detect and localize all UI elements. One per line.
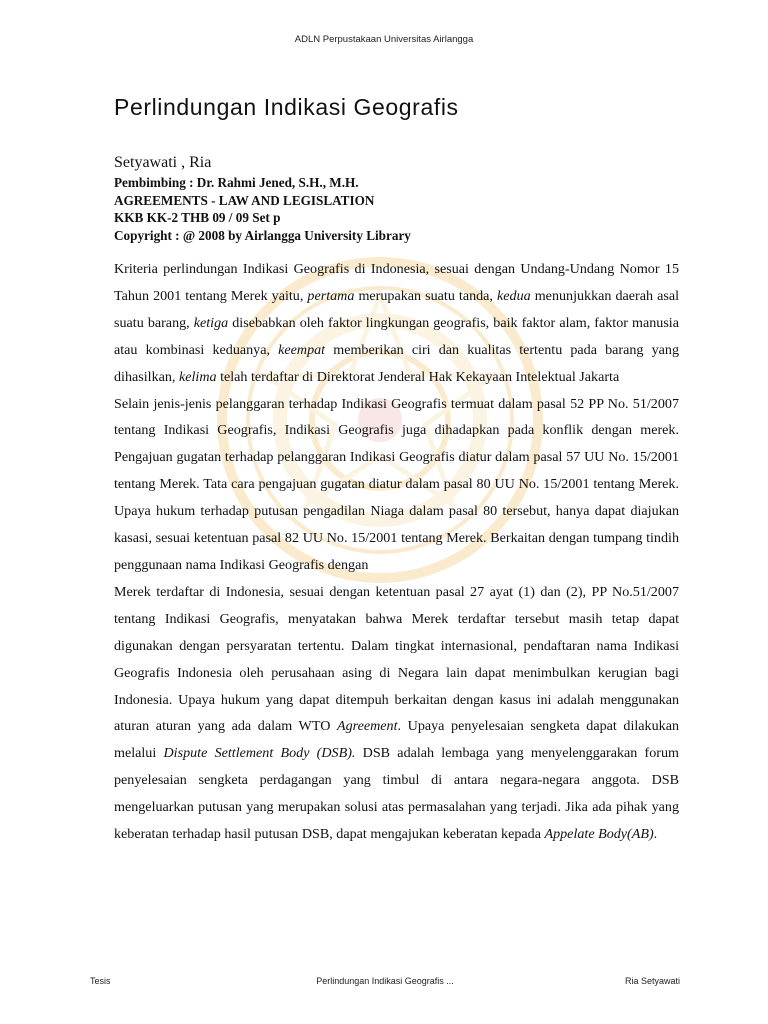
italic-term: pertama [307,287,355,304]
text-run: telah terdaftar di Direktorat Jenderal Hak Kekayaan Intelektual Jakarta [216,368,620,385]
footer-left: Tesis [90,976,111,986]
text-run: disebabkan oleh faktor lingkungan geografis, baik faktor alam, faktor manusia atau kombinasi keduanya, [114,314,679,358]
author-name: Setyawati , Ria [114,154,212,171]
copyright-line: Copyright : @ 2008 by Airlangga University Library [114,227,411,243]
abstract-body [114,256,679,848]
text-run: Merek terdaftar di Indonesia, sesuai dengan ketentuan pasal 27 ayat (1) dan (2), PP No.51/2007 tentang Indikasi Geografis, menyatakan bahwa Merek terdaftar tersebut masih tetap dapat digunakan dengan persyaratan tertentu. Dalam tingkat internasional, pendaftaran nama Indikasi Geografis Indonesia oleh perusahaan asing di Negara lain dapat menimbulkan kerugian bagi Indonesia. Upaya hukum yang dapat ditempuh berkaitan dengan kasus ini adalah menggunakan aturan aturan yang ada dalam WTO [114,583,679,735]
subject-line: AGREEMENTS - LAW AND LEGISLATION [114,192,375,208]
text-run: merupakan suatu tanda, [354,287,498,304]
text-run: memberikan ciri dan kualitas tertentu pada barang yang dihasilkan, [114,341,679,385]
body-paragraph [114,256,679,391]
call-number-line: KKB KK-2 THB 09 / 09 Set p [114,210,281,225]
text-run: Selain jenis-jenis pelanggaran terhadap Indikasi Geografis termuat dalam pasal 52 PP No. 51/2007 tentang Indikasi Geografis, Indikasi Geografis juga dihadapkan pada konflik dengan merek. Pengajuan gugatan terhadap pelanggaran Indikasi Geografis diatur dalam pasal 57 UU No. 15/2001 tentang Merek. Tata cara pengajuan gugatan diatur dalam pasal 80 UU No. 15/2001 tentang Merek. Upaya hukum terhadap putusan pengadilan Niaga dalam pasal 80 tersebut, hanya dapat diajukan kasasi, sesuai ketentuan pasal 82 UU No. 15/2001 tentang Merek. Berkaitan dengan tumpang tindih penggunaan nama Indikasi Geografis dengan [114,395,679,573]
body-paragraph [114,391,679,579]
text-run: . [653,826,658,843]
footer-right: Ria Setyawati [624,976,680,986]
italic-term: Dispute Settlement Body (DSB). [163,745,356,762]
italic-term: kedua [497,287,531,304]
italic-term: keempat [278,341,326,358]
document-metadata [114,154,674,244]
supervisor-line: Pembimbing : Dr. Rahmi Jened, S.H., M.H. [114,175,359,190]
document-title: Perlindungan Indikasi Geografis [114,94,459,120]
italic-term: Agreement [336,718,398,735]
italic-term: ketiga [193,314,229,331]
text-run: Kriteria perlindungan Indikasi Geografis di Indonesia, sesuai dengan Undang-Undang Nomor 15 Tahun 2001 tentang Merek yaitu, [114,261,679,304]
italic-term: Appelate Body(AB) [544,826,654,843]
text-run: menunjukkan daerah asal suatu barang, [114,287,679,331]
body-paragraph [114,579,679,848]
italic-term: kelima [178,368,217,385]
page-header: ADLN Perpustakaan Universitas Airlangga [294,34,474,45]
text-run: DSB adalah lembaga yang menyelenggarakan forum penyelesaian sengketa perdagangan yang timbul di antara negara-negara anggota. DSB mengeluarkan putusan yang merupakan solusi atas permasalahan yang terjadi. Jika ada pihak yang keberatan terhadap hasil putusan DSB, dapat mengajukan keberatan kepada [114,745,679,843]
footer-center: Perlindungan Indikasi Geografis ... [316,976,454,986]
page-footer [90,976,680,990]
text-run: . Upaya penyelesaian sengketa dapat dilakukan melalui [114,718,679,762]
